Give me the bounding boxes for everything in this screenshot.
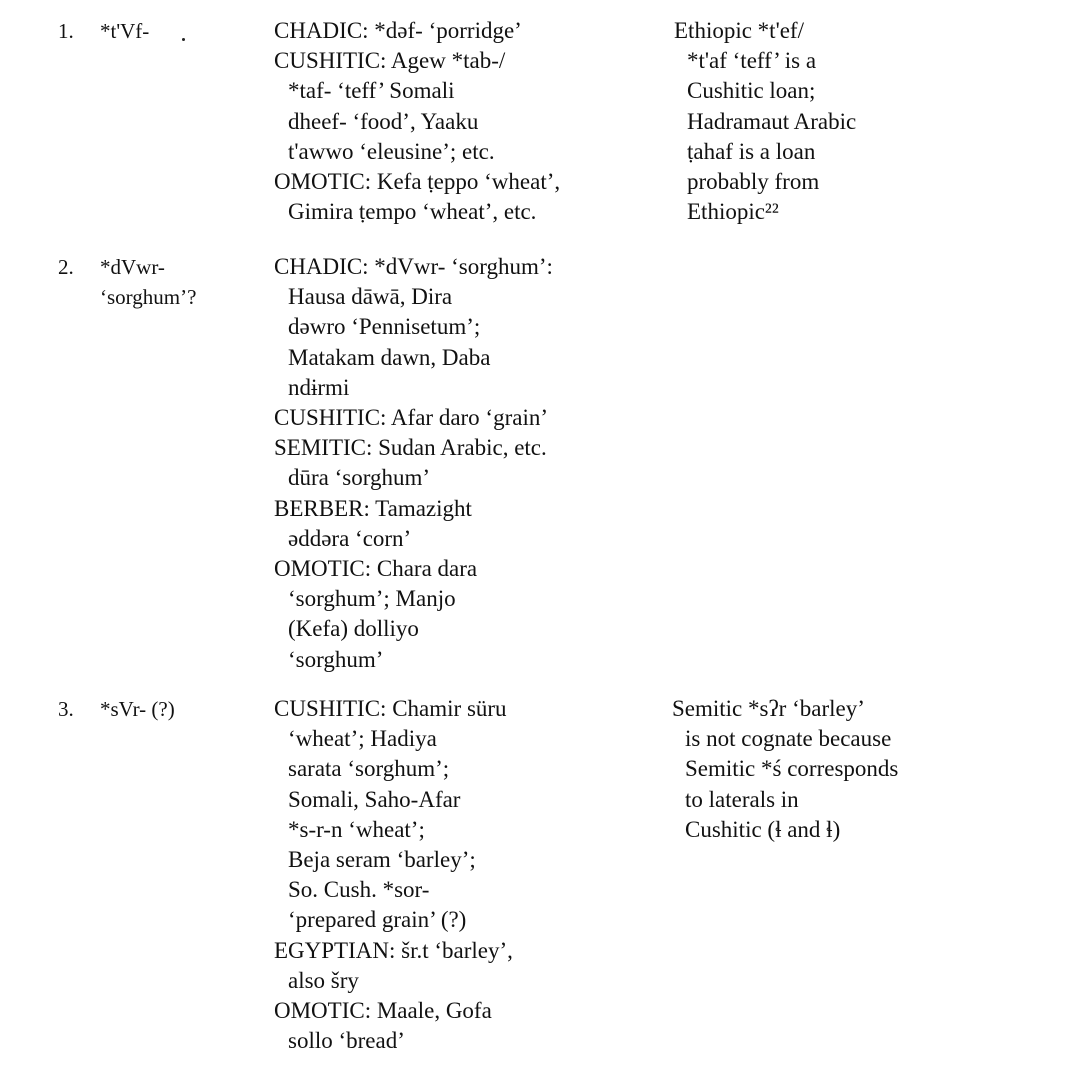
cognate-forms [274,16,654,227]
proto-gloss: ‘sorghum’? [100,285,197,309]
form-line: dəwro ‘Pennisetum’; [288,314,481,340]
form-line: OMOTIC: Kefa ṭeppo ‘wheat’, [274,169,561,195]
note-line: Semitic *ś corresponds [685,756,899,782]
note-line: Hadramaut Arabic [687,108,857,134]
form-line: OMOTIC: Maale, Gofa [274,998,492,1024]
form-line: ‘prepared grain’ (?) [288,907,467,933]
proto-form-line: *t'Vf- [100,19,150,43]
form-line: CUSHITIC: Chamir süru [274,696,507,721]
form-line: SEMITIC: Sudan Arabic, etc. [274,435,547,461]
note-line: Cushitic (ɬ and ɬ) [685,816,841,842]
form-line: dūra ‘sorghum’ [288,465,431,491]
form-line: ndɨrmi [288,374,350,400]
form-line: t'awwo ‘eleusine’; etc. [288,138,495,164]
form-line: OMOTIC: Chara dara [274,556,478,582]
form-line: dheef- ‘food’, Yaaku [288,108,479,134]
entry-number: 3. [58,697,74,721]
form-line: Gimira ṭempo ‘wheat’, etc. [288,199,537,225]
entry-number: 2. [58,255,74,279]
form-line: also šry [288,967,359,993]
note-line: Ethiopic²² [687,199,779,225]
form-line: (Kefa) dolliyo [288,616,419,642]
entry-note [674,16,1054,227]
form-line: CUSHITIC: Afar daro ‘grain’ [274,405,549,431]
note-line: Semitic *sʔr ‘barley’ [672,696,865,721]
form-line: BERBER: Tamazight [274,495,472,521]
form-line: CHADIC: *dəf- ‘porridge’ [274,18,522,43]
note-line: Cushitic loan; [687,78,816,104]
form-line: *s-r-n ‘wheat’; [288,816,425,842]
form-line: CUSHITIC: Agew *tab-/ [274,48,506,74]
form-line: Somali, Saho-Afar [288,786,461,812]
form-line: CHADIC: *dVwr- ‘sorghum’: [274,254,553,279]
form-line: əddəra ‘corn’ [288,525,412,551]
cognate-forms [274,252,654,675]
form-line: ‘sorghum’ [288,646,384,672]
form-line: *taf- ‘teff’ Somali [288,78,455,104]
note-line: probably from [687,169,820,195]
proto-form-line: *sVr- (?) [100,697,175,721]
form-line: Beja seram ‘barley’; [288,847,476,873]
proto-form [100,694,175,724]
form-line: ‘sorghum’; Manjo [288,586,456,612]
stray-mark [182,38,185,41]
form-line: So. Cush. *sor- [288,877,430,903]
form-line: sarata ‘sorghum’; [288,756,450,782]
proto-form [100,16,149,46]
cognate-forms [274,694,654,1056]
entry-number: 1. [58,19,74,43]
note-line: to laterals in [685,786,799,812]
form-line: Hausa dāwā, Dira [288,284,453,310]
note-line: Ethiopic *t'ef/ [674,18,804,43]
note-line: is not cognate because [685,726,892,752]
entry-note [672,694,1052,845]
proto-form-line: *dVwr- [100,255,165,279]
note-line: *t'af ‘teff’ is a [687,48,817,74]
form-line: Matakam dawn, Daba [288,344,491,370]
note-line: ṭahaf is a loan [687,138,816,164]
proto-form [100,252,196,312]
form-line: EGYPTIAN: šr.t ‘barley’, [274,937,513,963]
form-line: sollo ‘bread’ [288,1028,405,1054]
form-line: ‘wheat’; Hadiya [288,726,437,752]
